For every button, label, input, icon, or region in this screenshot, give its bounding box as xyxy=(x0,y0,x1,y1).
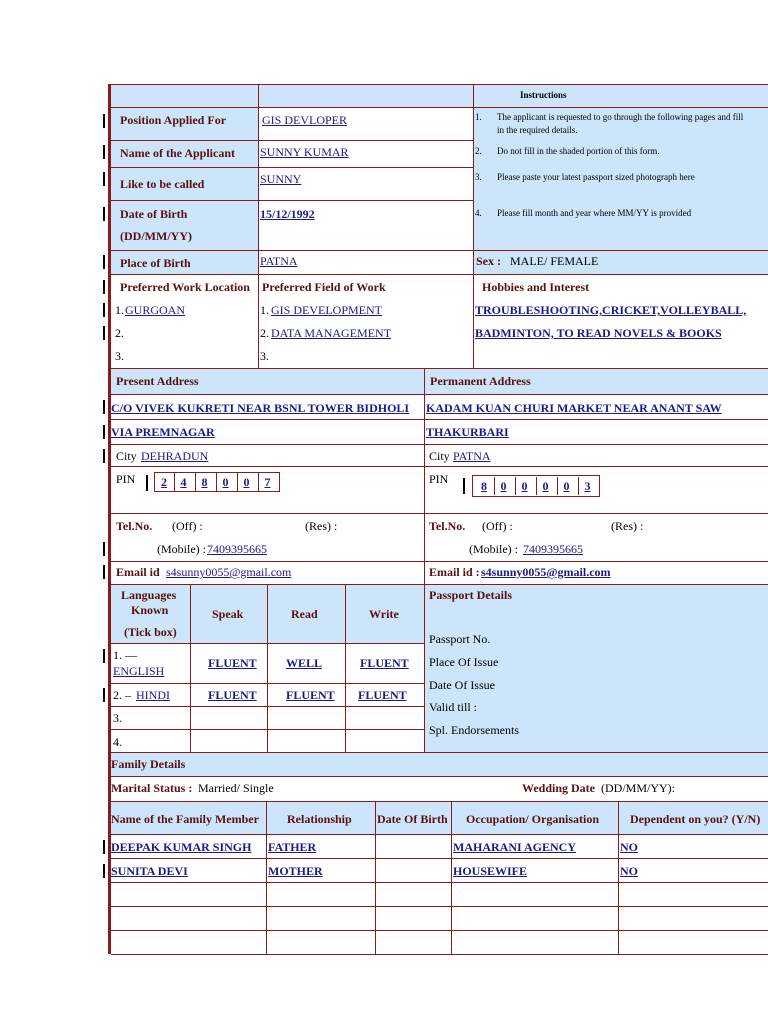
permanent-tel-off[interactable]: (Off) : xyxy=(482,519,513,533)
instruction-1-line1: The applicant is requested to go through the following pages and fill xyxy=(497,112,744,122)
family-row-1-relationship[interactable]: FATHER xyxy=(268,840,317,854)
family-row-2-dependent[interactable]: NO xyxy=(620,864,638,878)
sex-label: Sex : xyxy=(476,254,501,268)
marital-label: Marital Status : xyxy=(111,781,193,795)
permanent-email-field[interactable]: s4sunny0055@gmail.com xyxy=(481,565,611,579)
passport-label: Passport Details xyxy=(429,588,512,602)
pref-field-num-1: 1. xyxy=(260,303,269,317)
sex-field[interactable]: MALE/ FEMALE xyxy=(510,254,599,268)
present-pin-digit: 7 xyxy=(258,473,276,491)
dob-field[interactable]: 15/12/1992 xyxy=(260,207,315,221)
family-row-1-dependent[interactable]: NO xyxy=(620,840,638,854)
present-tel-label: Tel.No. xyxy=(116,519,153,533)
pref-location-num-1: 1. xyxy=(115,303,124,317)
instruction-2-text: Do not fill in the shaded portion of this form. xyxy=(497,146,660,156)
family-col-relationship: Relationship xyxy=(287,812,352,826)
present-city-field[interactable]: DEHRADUN xyxy=(141,449,209,463)
permanent-address-label: Permanent Address xyxy=(430,374,531,388)
instruction-1-num: 1. xyxy=(475,112,482,122)
family-row-2-name[interactable]: SUNITA DEVI xyxy=(111,864,188,878)
family-col-dob: Date Of Birth xyxy=(377,812,448,826)
pref-location-label: Preferred Work Location xyxy=(120,280,250,294)
instructions-title: Instructions xyxy=(520,90,567,100)
family-row-1-name[interactable]: DEEPAK KUMAR SINGH xyxy=(111,840,252,854)
speak-header: Speak xyxy=(212,607,244,621)
pref-field-num-3: 3. xyxy=(260,349,269,363)
family-col-occupation: Occupation/ Organisation xyxy=(466,812,600,826)
permanent-tel-res[interactable]: (Res) : xyxy=(611,519,644,533)
family-col-name: Name of the Family Member xyxy=(111,812,259,826)
present-city-label: City xyxy=(116,449,137,463)
permanent-city-label: City xyxy=(429,449,450,463)
permanent-email-label: Email id : xyxy=(429,565,480,579)
family-header-shade xyxy=(111,753,768,776)
permanent-pin-digit: 0 xyxy=(557,477,575,495)
language-1-name[interactable]: ENGLISH xyxy=(113,664,165,678)
permanent-pin-digit: 8 xyxy=(481,479,487,493)
pref-field-num-2: 2. xyxy=(260,326,269,340)
languages-header-1: Languages xyxy=(121,588,177,602)
permanent-pin-digit: 0 xyxy=(536,477,554,495)
family-row-2-relationship[interactable]: MOTHER xyxy=(268,864,323,878)
called-label: Like to be called xyxy=(120,177,205,191)
present-mobile-label: (Mobile) : xyxy=(157,542,206,556)
pref-field-label: Preferred Field of Work xyxy=(262,280,386,294)
called-field[interactable]: SUNNY xyxy=(260,172,302,186)
applicant-field[interactable]: SUNNY KUMAR xyxy=(260,145,349,159)
position-label: Position Applied For xyxy=(120,113,227,127)
instruction-2-num: 2. xyxy=(475,146,482,156)
permanent-address-line-2[interactable]: THAKURBARI xyxy=(426,425,509,439)
languages-header-2: Known xyxy=(131,603,169,617)
present-email-field[interactable]: s4sunny0055@gmail.com xyxy=(166,565,292,579)
permanent-pin-digit: 0 xyxy=(494,477,512,495)
passport-place-label[interactable]: Place Of Issue xyxy=(429,655,499,669)
present-pin-digit: 8 xyxy=(195,473,213,491)
passport-date-label[interactable]: Date Of Issue xyxy=(429,678,495,692)
present-mobile-field[interactable]: 7409395665 xyxy=(207,542,267,556)
pref-location-num-3: 3. xyxy=(115,349,124,363)
pref-field-2[interactable]: DATA MANAGEMENT xyxy=(271,326,392,340)
read-header: Read xyxy=(291,607,318,621)
family-row-2-occupation[interactable]: HOUSEWIFE xyxy=(453,864,528,878)
hobbies-line-1[interactable]: TROUBLESHOOTING,CRICKET,VOLLEYBALL, xyxy=(475,303,747,317)
language-1-num: 1. — xyxy=(113,648,137,662)
family-label: Family Details xyxy=(111,757,186,771)
language-1-read[interactable]: WELL xyxy=(286,656,323,670)
permanent-city-field[interactable]: PATNA xyxy=(453,449,491,463)
passport-no-label[interactable]: Passport No. xyxy=(429,632,491,646)
language-2-name[interactable]: HINDI xyxy=(136,688,170,702)
pob-field[interactable]: PATNA xyxy=(260,254,298,268)
language-2-speak[interactable]: FLUENT xyxy=(208,688,257,702)
instruction-3-text: Please paste your latest passport sized photograph here xyxy=(497,172,695,182)
permanent-mobile-field[interactable]: 7409395665 xyxy=(523,542,583,556)
languages-header-3: (Tick box) xyxy=(124,625,177,639)
present-pin-field[interactable] xyxy=(154,472,280,492)
hobbies-label: Hobbies and Interest xyxy=(482,280,590,294)
language-2-read[interactable]: FLUENT xyxy=(286,688,335,702)
language-2-write[interactable]: FLUENT xyxy=(358,688,407,702)
pref-location-1[interactable]: GURGOAN xyxy=(125,303,185,317)
family-col-dependent: Dependent on you? (Y/N) xyxy=(630,812,761,826)
write-header: Write xyxy=(369,607,399,621)
language-1-write[interactable]: FLUENT xyxy=(360,656,409,670)
permanent-pin-digit: 3 xyxy=(578,477,596,495)
present-address-line-1[interactable]: C/O VIVEK KUKRETI NEAR BSNL TOWER BIDHOLI xyxy=(111,401,410,415)
wedding-field[interactable]: (DD/MM/YY): xyxy=(601,781,675,795)
present-address-line-2[interactable]: VIA PREMNAGAR xyxy=(111,425,215,439)
present-tel-off[interactable]: (Off) : xyxy=(172,519,203,533)
present-pin-digit: 0 xyxy=(237,473,255,491)
pref-location-num-2: 2. xyxy=(115,326,124,340)
passport-spl-label[interactable]: Spl. Endorsements xyxy=(429,723,519,737)
pref-field-1[interactable]: GIS DEVELOPMENT xyxy=(271,303,382,317)
language-2-num: 2. – xyxy=(113,688,131,702)
permanent-pin-field[interactable] xyxy=(472,475,600,497)
dob-label: Date of Birth xyxy=(120,207,188,221)
present-email-label: Email id xyxy=(116,565,160,579)
permanent-pin-digit: 0 xyxy=(515,477,533,495)
pob-label: Place of Birth xyxy=(120,256,191,270)
instruction-4-num: 4. xyxy=(475,208,482,218)
language-4-num: 4. xyxy=(113,735,122,749)
instruction-3-num: 3. xyxy=(475,172,482,182)
present-pin-digit: 0 xyxy=(216,473,234,491)
marital-field[interactable]: Married/ Single xyxy=(198,781,274,795)
passport-valid-label[interactable]: Valid till : xyxy=(429,700,477,714)
dob-format-label: (DD/MM/YY) xyxy=(120,229,192,243)
present-address-label: Present Address xyxy=(116,374,199,388)
present-pin-label: PIN xyxy=(116,472,136,486)
language-1-speak[interactable]: FLUENT xyxy=(208,656,257,670)
hobbies-line-2[interactable]: BADMINTON, TO READ NOVELS & BOOKS xyxy=(475,326,722,340)
permanent-pin-label: PIN xyxy=(429,472,449,486)
present-tel-res[interactable]: (Res) : xyxy=(305,519,338,533)
applicant-label: Name of the Applicant xyxy=(120,146,235,160)
permanent-address-line-1[interactable]: KADAM KUAN CHURI MARKET NEAR ANANT SAW xyxy=(426,401,722,415)
family-row-1-occupation[interactable]: MAHARANI AGENCY xyxy=(453,840,576,854)
wedding-label: Wedding Date xyxy=(522,781,596,795)
instruction-4-text: Please fill month and year where MM/YY is provided xyxy=(497,208,692,218)
position-field[interactable]: GIS DEVLOPER xyxy=(262,113,348,127)
present-pin-digit: 4 xyxy=(174,473,192,491)
language-3-num: 3. xyxy=(113,711,122,725)
permanent-mobile-label: (Mobile) : xyxy=(469,542,518,556)
header-row-shade xyxy=(258,85,473,107)
permanent-tel-label: Tel.No. xyxy=(429,519,466,533)
instruction-1-line2: in the required details. xyxy=(497,125,578,135)
present-pin-digit: 2 xyxy=(161,475,167,489)
